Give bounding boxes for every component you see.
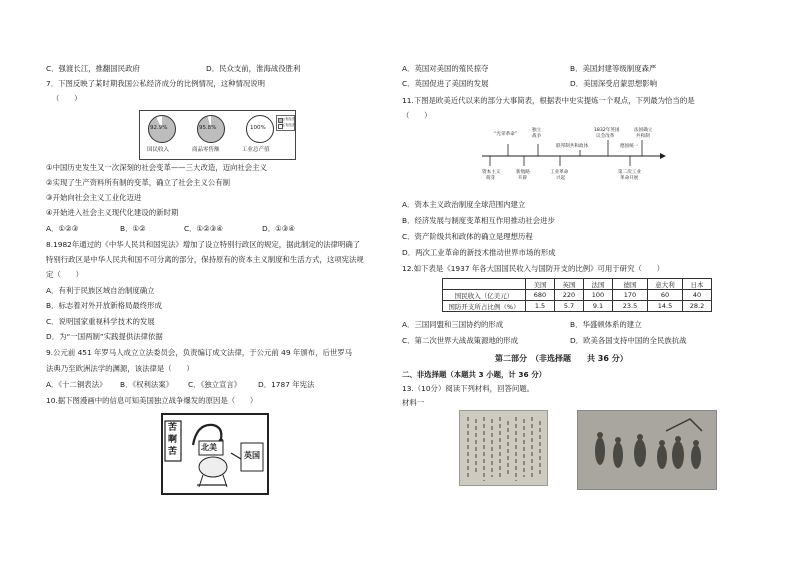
th-uk: 英国: [555, 279, 584, 290]
tl-industrial-2: 兴起: [556, 176, 566, 181]
q10-option-a: A．英国对美国的殖民掠夺: [402, 64, 489, 73]
th-germany: 德国: [613, 279, 648, 290]
q12-option-d: D．欧美各国支持中国的全民族抗战: [570, 336, 687, 345]
q10-option-b: B．美国封建等级制度森严: [570, 64, 657, 73]
cartoon-char-1: 苦: [168, 423, 178, 433]
cell: 9.1: [584, 301, 613, 312]
th-blank: [443, 279, 526, 290]
legend-private: 私有经济: [282, 123, 295, 127]
q8-option-b: B．标志着对外开放新格局最终形成: [46, 301, 162, 310]
q11-line-1: 11.下图是欧美近代以来的部分大事简表，根据表中史实提炼一个观点，下列最为恰当的是: [402, 96, 695, 105]
calligraphy-strokes: [460, 411, 547, 485]
q12-option-b: B．华盛顿体系的建立: [570, 320, 642, 329]
q7-paren: （ ）: [52, 94, 82, 103]
q7-option-c: C．①②③④: [184, 224, 224, 233]
cell: 40: [683, 290, 712, 301]
pie-pct-2: 95.8%: [199, 125, 217, 131]
q8-line-1: 8.1982年通过的《中华人民共和国宪法》增加了设立特别行政区的规定，据此制定的法律明确了: [46, 240, 361, 249]
cell: 220: [555, 290, 584, 301]
tl-second-ind-1: 第二次工业: [618, 170, 641, 175]
q8-line-2: 特别行政区是中华人民共和国不可分离的部分，保持原有的资本主义制度和生活方式，这项宪法规: [46, 255, 364, 264]
cell: 28.2: [683, 301, 712, 312]
q7-pie-figure: [139, 110, 296, 160]
cell: 国民收入（亿美元）: [443, 290, 526, 301]
pie-label-1: 国民收入: [147, 147, 170, 153]
q7-item-3: ③开始向社会主义工业化迈进: [46, 193, 142, 202]
th-italy: 意大利: [648, 279, 683, 290]
tl-reform-2: 议会改革: [596, 134, 615, 139]
q9-line-1: 9.公元前 451 年罗马人成立立法委员会，负责编订成文法律，于公元前 49 年颁布，后世罗马: [46, 348, 353, 357]
section-title: 第二部分 （非选择题 共 36 分）: [495, 354, 628, 363]
q7-stem: 7．下图反映了某时期我国公私经济成分的比例情况，这种情况说明: [46, 79, 266, 88]
calligraphy-image: [459, 410, 548, 486]
tl-independence-1: 独立: [532, 128, 542, 133]
q11-option-d: D．两次工业革命的新技术推动世界市场的形成: [402, 248, 556, 257]
q7-item-1: ①中国历史发生又一次深刻的社会变革——三大改造，迈向社会主义: [46, 163, 267, 172]
tl-glorious-rev: “光荣革命”: [494, 132, 518, 137]
th-japan: 日本: [683, 279, 712, 290]
cell: 60: [648, 290, 683, 301]
table-row: [443, 301, 712, 312]
q6-option-c: C．强渡长江，推翻国民政府: [46, 64, 140, 73]
cell: 1.5: [526, 301, 555, 312]
q8-line-3: 定（ ）: [46, 270, 83, 279]
tl-new-route-1: 新航路: [516, 170, 530, 175]
q9-option-a: A．《十二铜表法》: [46, 380, 107, 389]
tl-independence-2: 战争: [532, 134, 542, 139]
cell: 14.5: [648, 301, 683, 312]
tl-capitalism-1: 资本主义: [482, 170, 501, 175]
q12-option-a: A．三国同盟和三国协约的形成: [402, 320, 504, 329]
pie-pct-3: 100%: [250, 125, 266, 131]
section-2-heading: 二、非选择题（本题共 3 小题，计 36 分）: [402, 370, 546, 379]
q8-option-a: A．有利于民族区域自治制度确立: [46, 286, 155, 295]
q12-option-c: C．第二次世界大战战策源地的形成: [402, 336, 519, 345]
tl-france-2: 共和制: [636, 134, 650, 139]
table-row: [443, 290, 712, 301]
tl-new-route-2: 开辟: [518, 176, 528, 181]
q7-item-2: ②实现了生产资料所有制的变革，确立了社会主义公有制: [46, 178, 231, 187]
q10-cartoon: [161, 413, 269, 495]
q9-option-d: D．1787 年宪法: [258, 380, 315, 389]
pie-label-2: 商品零售额: [192, 147, 220, 153]
cell: 23.5: [613, 301, 648, 312]
cell: 680: [526, 290, 555, 301]
q10-option-c: C．英国促进了美国的发展: [402, 79, 489, 88]
q11-option-a: A．资本主义政治制度全球范围内建立: [402, 200, 526, 209]
tl-capitalism-2: 萌芽: [486, 176, 496, 181]
cell: 国防开支所占比例（%）: [443, 301, 526, 312]
q11-option-c: C．资产阶级共和政体的确立是理想历程: [402, 232, 533, 241]
tl-industrial-1: 工业革命: [550, 170, 569, 175]
q9-option-c: C．《独立宣言》: [188, 380, 242, 389]
q11-timeline: [480, 122, 670, 192]
q11-option-b: B．经济发展与制度变革相互作用推动社会进步: [402, 216, 555, 225]
painting-image: [577, 410, 717, 490]
table-header-row: [443, 279, 712, 290]
q9-option-b: B．《权利法案》: [120, 380, 174, 389]
q6-option-d: D．民众支前，淮海战役胜利: [206, 64, 301, 73]
tl-federal-republic: 联邦制共和政体: [556, 144, 589, 149]
q11-line-2: （ ）: [402, 111, 432, 120]
tl-reform-1: 1832年英国: [594, 128, 620, 133]
th-usa: 美国: [526, 279, 555, 290]
th-france: 法国: [584, 279, 613, 290]
q10-option-d: D．美国深受启蒙思想影响: [570, 79, 657, 88]
tl-germany: 德国统一: [620, 144, 639, 149]
q9-line-2: 法典乃至欧洲法学的渊源，该法律是（ ）: [46, 364, 194, 373]
tl-second-ind-2: 革命开展: [620, 176, 639, 181]
q7-item-4: ④开始进入社会主义现代化建设的新时期: [46, 208, 179, 217]
q13-stem: 13.（10分）阅读下列材料，回答问题。: [402, 384, 535, 393]
q8-option-d: D．为“一国两制”实践提供法律依据: [46, 332, 163, 341]
q8-option-c: C．说明国家重视科学技术的发展: [46, 317, 155, 326]
q7-option-a: A．①②③: [46, 224, 79, 233]
q7-option-b: B．①②: [120, 224, 146, 233]
q12-stem: 12.如下表是《1937 年各大国国民收入与国防开支的比例》可用于研究（ ）: [402, 264, 665, 273]
tl-france-1: 法国确立: [634, 128, 653, 133]
cell: 170: [613, 290, 648, 301]
cartoon-britain: 英国: [244, 451, 260, 460]
pie-legend: [276, 115, 295, 131]
cartoon-char-3: 苦: [168, 447, 178, 457]
painting-figures: [578, 411, 716, 489]
legend-public: 公有经济: [282, 117, 295, 121]
cartoon-north-america: 北美: [201, 443, 217, 452]
cell: 100: [584, 290, 613, 301]
pie-label-3: 工业总产值: [242, 147, 270, 153]
material-label: 材料一: [402, 398, 425, 407]
cartoon-char-2: 啊: [168, 435, 178, 445]
q12-table: [442, 278, 712, 312]
q10-stem: 10.据下图漫画中的信息可知美国独立战争爆发的原因是（ ）: [46, 396, 258, 405]
q7-option-d: D．①③④: [262, 224, 295, 233]
cell: 5.7: [555, 301, 584, 312]
pie-pct-1: 92.9%: [150, 125, 168, 131]
